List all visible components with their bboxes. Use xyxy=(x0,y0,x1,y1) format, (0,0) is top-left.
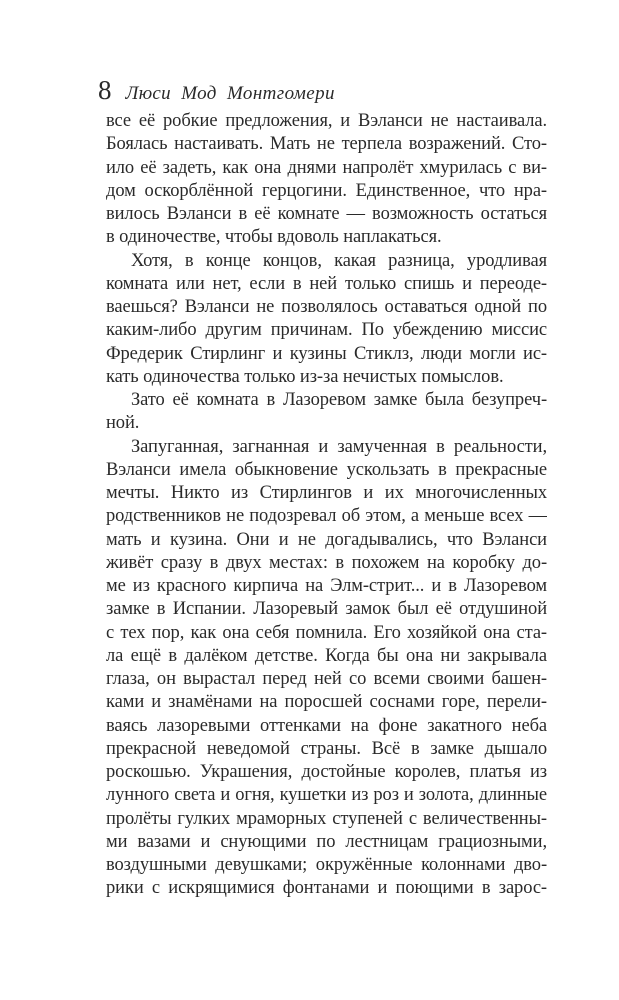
text-line: лунного света и огня, кушетки из роз и золота, длинные xyxy=(106,785,547,806)
text-line: ками и знамёнами на поросшей соснами горе, перели- xyxy=(106,692,547,713)
text-line: ной. xyxy=(106,413,140,434)
text-line: воздушными девушками; окружённые колоннами дво- xyxy=(106,855,547,875)
text-line: замке в Испании. Лазоревый замок был её отдушиной xyxy=(106,599,547,620)
text-line: мать и кузина. Они и не догадывались, что Вэланси xyxy=(106,529,547,550)
text-line: Вэланси имела обыкновение ускользать в прекрасные xyxy=(106,459,547,480)
text-line: кать одиночества только из-за нечистых помыслов. xyxy=(106,366,504,387)
running-header xyxy=(98,77,335,104)
text-line: прекрасной неведомой страны. Всё в замке дышало xyxy=(106,738,547,759)
text-line: ла ещё в далёком детстве. Когда бы она ни закрывала xyxy=(106,645,547,666)
running-header-title: Люси Мод Монтгомери xyxy=(125,83,335,104)
text-line: вилось Вэланси в её комнате — возможность остаться xyxy=(106,204,547,224)
text-line: в одиночестве, чтобы вдоволь наплакаться. xyxy=(106,227,442,248)
text-line: комната или нет, если в ней только спишь и переоде- xyxy=(106,273,547,294)
text-line: родственников не подозревал об этом, а меньше всех — xyxy=(106,506,547,527)
page-number: 8 xyxy=(98,75,112,105)
text-line: глаза, он вырастал перед ней со всеми своими башен- xyxy=(106,669,547,689)
text-line: все её робкие предложения, и Вэланси не настаивала. xyxy=(106,111,547,131)
text-line: рики с искрящимися фонтанами и поющими в зарос- xyxy=(106,878,547,899)
text-line: Запуганная, загнанная и замученная в реальности, xyxy=(131,436,547,457)
text-line: каким-либо другим причинам. По убеждению миссис xyxy=(106,320,547,341)
text-line: ваешься? Вэланси не позволялось оставаться одной по xyxy=(106,297,547,317)
text-line: роскошью. Украшения, достойные королев, платья из xyxy=(106,762,547,782)
text-line: Фредерик Стирлинг и кузины Стиклз, люди могли ис- xyxy=(106,343,547,364)
page-text xyxy=(106,110,547,901)
text-line: Хотя, в конце концов, какая разница, уродливая xyxy=(131,250,547,271)
text-line: пролёты гулких мраморных ступеней с величественны- xyxy=(106,808,547,829)
text-line: дом оскорблённой герцогини. Единственное, что нра- xyxy=(106,180,547,201)
text-line: ме из красного кирпича на Элм-стрит... и в Лазоревом xyxy=(106,576,547,596)
text-line: мечты. Никто из Стирлингов и их многочисленных xyxy=(106,483,547,503)
text-line: ми вазами и снующими по лестницам грациозными, xyxy=(106,831,547,852)
text-line: ило её задеть, как она днями напролёт хмурилась с ви- xyxy=(106,157,547,178)
text-line: живёт сразу в двух местах: в похожем на коробку до- xyxy=(106,552,547,573)
text-line: Зато её комната в Лазоревом замке была безупреч- xyxy=(131,390,547,410)
text-line: Боялась настаивать. Мать не терпела возражений. Сто- xyxy=(106,134,547,155)
text-line: с тех пор, как она себя помнила. Его хозяйкой она ста- xyxy=(106,622,547,643)
text-line: ваясь лазоревыми оттенками на фоне закатного неба xyxy=(106,715,547,736)
